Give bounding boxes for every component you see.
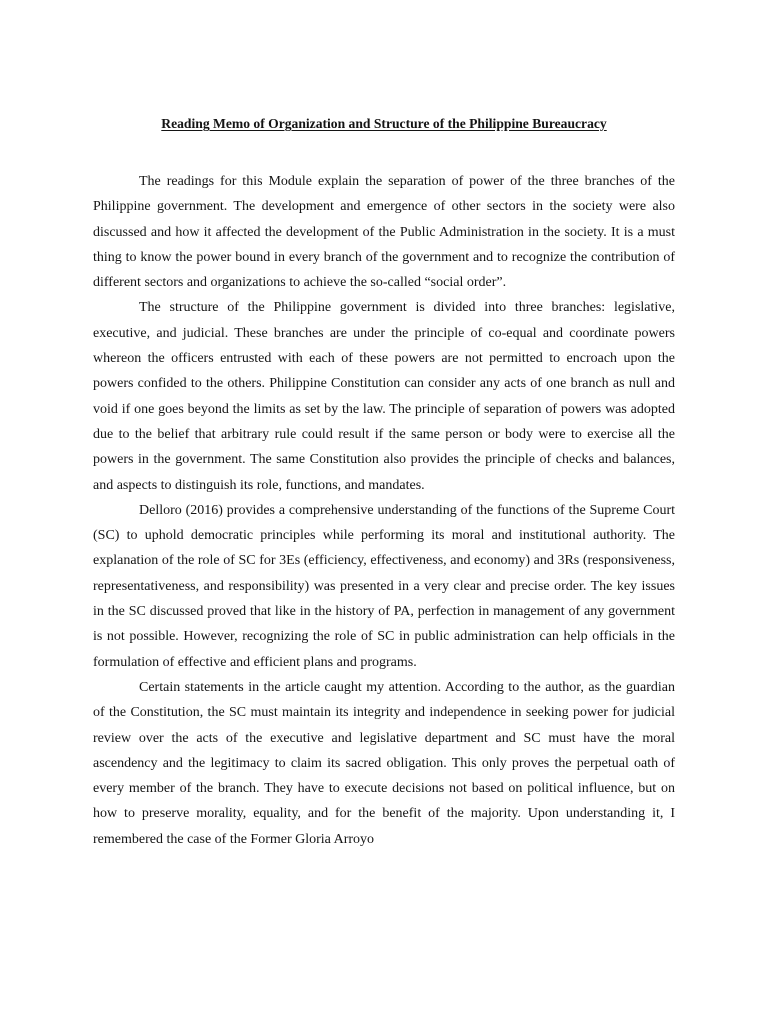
document-body bbox=[93, 169, 675, 852]
paragraph-4: Certain statements in the article caught my attention. According to the author, as the guardian of the Constitution, the SC must maintain its integrity and independence in seeking power for judicial review over the acts of the executive and legislative department and SC must have the moral ascendency and the legitimacy to claim its sacred obligation. This only proves the perpetual oath of every member of the branch. They have to execute decisions not based on political influence, but on how to preserve morality, equality, and for the benefit of the majority. Upon understanding it, I remembered the case of the Former Gloria Arroyo bbox=[93, 679, 675, 847]
paragraph-3: Delloro (2016) provides a comprehensive understanding of the functions of the Supreme Court (SC) to uphold democratic principles while performing its moral and institutional authority. The explanation of the role of SC for 3Es (efficiency, effectiveness, and economy) and 3Rs (responsiveness, representativeness, and responsibility) was presented in a very clear and precise order. The key issues in the SC discussed proved that like in the history of PA, perfection in management of any government is not possible. However, recognizing the role of SC in public administration can help officials in the formulation of effective and efficient plans and programs. bbox=[93, 502, 675, 670]
document-title: Reading Memo of Organization and Structure of the Philippine Bureaucracy bbox=[161, 116, 607, 131]
paragraph-2: The structure of the Philippine government is divided into three branches: legislative, executive, and judicial. These branches are under the principle of co-equal and coordinate powers whereon the officers entrusted with each of these powers are not permitted to encroach upon the powers confided to the others. Philippine Constitution can consider any acts of one branch as null and void if one goes beyond the limits as set by the law. The principle of separation of powers was adopted due to the belief that arbitrary rule could result if the same person or body were to exercise all the powers in the government. The same Constitution also provides the principle of checks and balances, and aspects to distinguish its role, functions, and mandates. bbox=[93, 300, 675, 493]
paragraph-1: The readings for this Module explain the separation of power of the three branches of the Philippine government. The development and emergence of other sectors in the society were also discussed and how it affected the development of the Public Administration in the society. It is a must thing to know the power bound in every branch of the government and to recognize the contribution of different sectors and organizations to achieve the so-called “social order”. bbox=[93, 174, 675, 291]
